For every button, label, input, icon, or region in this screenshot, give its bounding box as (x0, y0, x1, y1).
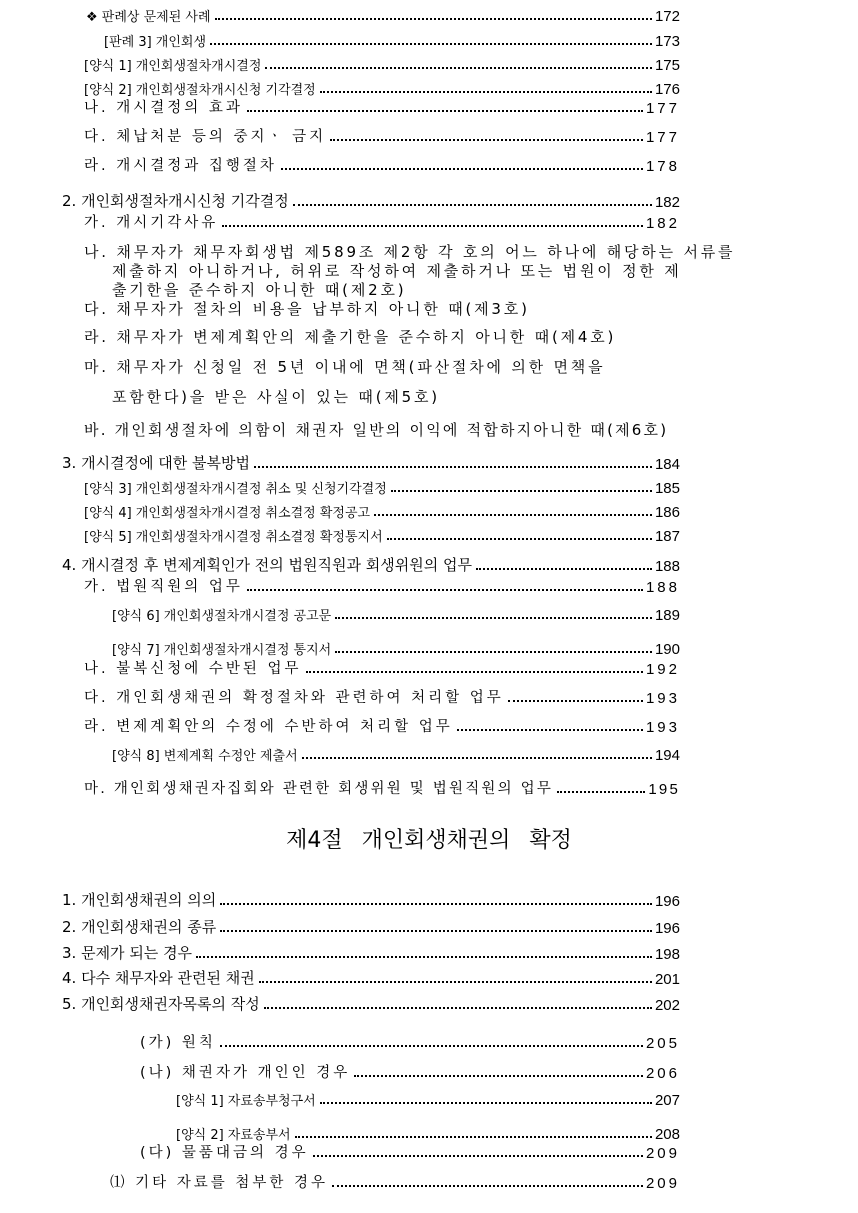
toc-entry[interactable] (84, 478, 680, 497)
toc-page: 193 (645, 719, 680, 736)
toc-page: 195 (648, 781, 680, 798)
toc-label: ❖ 판례상 문제된 사례 (86, 10, 211, 25)
leader-dots (210, 43, 652, 45)
toc-page: 177 (645, 129, 680, 146)
toc-entry[interactable] (112, 605, 680, 624)
toc-page: 196 (654, 920, 680, 937)
leader-dots (335, 651, 652, 653)
toc-entry[interactable] (112, 639, 680, 658)
toc-entry[interactable] (62, 993, 680, 1014)
toc-label: 3. 개시결정에 대한 불복방법 (62, 454, 251, 472)
leader-dots (281, 168, 643, 170)
toc-page: 172 (654, 8, 680, 25)
toc-entry[interactable] (84, 715, 680, 736)
toc-label: 4. 다수 채무자와 관련된 채권 (62, 969, 255, 987)
toc-label: [양식 3] 개인회생절차개시결정 취소 및 신청기각결정 (84, 482, 387, 497)
section-heading: 제4절 개인회생채권의 확정 (286, 828, 572, 853)
toc-page: 205 (645, 1035, 680, 1052)
leader-dots (508, 700, 643, 702)
toc-entry[interactable] (84, 154, 680, 175)
toc-label: [양식 5] 개인회생절차개시결정 취소결정 확정통지서 (84, 530, 383, 545)
leader-dots (313, 1155, 643, 1157)
toc-page: 182 (654, 194, 680, 211)
leader-dots (293, 204, 652, 206)
toc-label: [양식 4] 개인회생절차개시결정 취소결정 확정공고 (84, 506, 371, 521)
toc-entry[interactable] (62, 190, 680, 211)
toc-page: 202 (654, 997, 680, 1014)
paragraph-line: 바. 개인회생절차에 의함이 채권자 일반의 이익에 적합하지아니한 때(제6호) (84, 421, 669, 439)
toc-label: 라. 변제계획안의 수정에 수반하여 처리할 업무 (84, 719, 453, 735)
leader-dots (335, 617, 652, 619)
toc-entry[interactable] (62, 967, 680, 988)
toc-page: 209 (645, 1175, 680, 1192)
toc-label: [양식 6] 개인회생절차개시결정 공고문 (112, 609, 332, 624)
toc-page: 206 (645, 1065, 680, 1082)
toc-page: 185 (654, 480, 680, 497)
toc-label: 다. 체납처분 등의 중지ㆍ 금지 (84, 129, 327, 145)
toc-page: 194 (654, 747, 680, 764)
toc-entry[interactable] (84, 686, 680, 707)
toc-label: [양식 7] 개인회생절차개시결정 통지서 (112, 643, 332, 658)
leader-dots (215, 18, 652, 20)
leader-dots (196, 956, 652, 958)
leader-dots (374, 514, 652, 516)
toc-page: 189 (654, 607, 680, 624)
leader-dots (387, 538, 652, 540)
toc-label: 1. 개인회생채권의 의의 (62, 891, 217, 909)
toc-entry[interactable] (84, 125, 680, 146)
toc-label: 나. 개시결정의 효과 (84, 100, 243, 116)
toc-entry[interactable] (110, 1171, 680, 1192)
toc-page: 193 (645, 690, 680, 707)
leader-dots (247, 110, 643, 112)
toc-label: (가) 원칙 (140, 1035, 216, 1051)
toc-label: 4. 개시결정 후 변제계획인가 전의 법원직원과 회생위원의 업무 (62, 556, 472, 574)
leader-dots (354, 1075, 643, 1077)
leader-dots (476, 568, 652, 570)
toc-page: 188 (645, 579, 680, 596)
toc-entry[interactable] (176, 1090, 680, 1109)
toc-label: [판례 3] 개인회생 (104, 35, 207, 50)
leader-dots (295, 1136, 652, 1138)
leader-dots (302, 757, 652, 759)
paragraph-line: 라. 채무자가 변제계획안의 제출기한을 준수하지 아니한 때(제4호) (84, 328, 617, 346)
leader-dots (391, 490, 652, 492)
toc-entry[interactable] (62, 942, 680, 963)
toc-page: 175 (654, 57, 680, 74)
toc-page: 184 (654, 456, 680, 473)
paragraph-line: 나. 채무자가 채무자회생법 제589조 제2항 각 호의 어느 하나에 해당하는 서류를 (84, 243, 736, 261)
toc-page: 186 (654, 504, 680, 521)
toc-page: 207 (654, 1092, 680, 1109)
toc-entry[interactable] (104, 31, 680, 50)
toc-entry[interactable] (84, 55, 680, 74)
leader-dots (222, 225, 643, 227)
toc-label: 2. 개인회생절차개시신청 기각결정 (62, 192, 289, 210)
toc-entry[interactable] (84, 575, 680, 596)
leader-dots (332, 1185, 643, 1187)
toc-page: 178 (645, 158, 680, 175)
toc-entry[interactable] (84, 657, 680, 678)
toc-label: [양식 1] 자료송부청구서 (176, 1094, 316, 1109)
leader-dots (247, 589, 643, 591)
toc-entry[interactable] (84, 96, 680, 117)
toc-label: 가. 개시기각사유 (84, 215, 219, 231)
toc-page: 182 (645, 215, 680, 232)
toc-entry[interactable] (112, 745, 680, 764)
toc-entry[interactable] (84, 526, 680, 545)
toc-label: [양식 2] 개인회생절차개시신청 기각결정 (84, 83, 316, 98)
toc-page: 196 (654, 893, 680, 910)
toc-page: 188 (654, 558, 680, 575)
leader-dots (320, 91, 652, 93)
toc-entry[interactable] (140, 1061, 680, 1082)
toc-page: 176 (654, 81, 680, 98)
toc-entry[interactable] (84, 777, 680, 798)
leader-dots (220, 903, 652, 905)
leader-dots (259, 981, 652, 983)
toc-label: 마. 개인회생채권자집회와 관련한 회생위원 및 법원직원의 업무 (84, 781, 554, 797)
toc-label: 나. 불복신청에 수반된 업무 (84, 661, 302, 677)
toc-label: 라. 개시결정과 집행절차 (84, 158, 277, 174)
toc-entry[interactable] (62, 452, 680, 473)
toc-page: 177 (645, 100, 680, 117)
paragraph-line: 출기한을 준수하지 아니한 때(제2호) (112, 281, 407, 299)
leader-dots (265, 67, 652, 69)
paragraph-line: 다. 채무자가 절차의 비용을 납부하지 아니한 때(제3호) (84, 300, 530, 318)
toc-page: 209 (645, 1145, 680, 1162)
paragraph-line: 포함한다)을 받은 사실이 있는 때(제5호) (112, 388, 440, 406)
toc-label: 2. 개인회생채권의 종류 (62, 918, 217, 936)
leader-dots (220, 930, 652, 932)
toc-page: 187 (654, 528, 680, 545)
toc-label: ⑴ 기타 자료를 첨부한 경우 (110, 1175, 329, 1191)
leader-dots (220, 1045, 643, 1047)
toc-entry[interactable] (62, 554, 680, 575)
leader-dots (330, 139, 643, 141)
toc-page: 192 (645, 661, 680, 678)
toc-label: 다. 개인회생채권의 확정절차와 관련하여 처리할 업무 (84, 690, 504, 706)
toc-entry[interactable] (140, 1141, 680, 1162)
leader-dots (306, 671, 643, 673)
toc-label: [양식 8] 변제계획 수정안 제출서 (112, 749, 298, 764)
toc-label: [양식 2] 자료송부서 (176, 1128, 291, 1143)
paragraph-line: 마. 채무자가 신청일 전 5년 이내에 면책(파산절차에 의한 면책을 (84, 358, 606, 376)
toc-label: 5. 개인회생채권자목록의 작성 (62, 995, 260, 1013)
toc-entry[interactable] (84, 502, 680, 521)
toc-entry[interactable] (84, 211, 680, 232)
toc-label: 가. 법원직원의 업무 (84, 579, 243, 595)
toc-entry[interactable] (86, 6, 680, 25)
toc-page: 198 (654, 946, 680, 963)
toc-page: 173 (654, 33, 680, 50)
paragraph-line: 제출하지 아니하거나, 허위로 작성하여 제출하거나 또는 법원이 정한 제 (112, 262, 682, 280)
leader-dots (264, 1007, 652, 1009)
toc-label: 3. 문제가 되는 경우 (62, 944, 193, 962)
toc-label: [양식 1] 개인회생절차개시결정 (84, 59, 262, 74)
toc-label: (다) 물품대금의 경우 (140, 1145, 309, 1161)
toc-label: (나) 채권자가 개인인 경우 (140, 1065, 351, 1081)
toc-page: 190 (654, 641, 680, 658)
toc-page: 208 (654, 1126, 680, 1143)
leader-dots (557, 791, 645, 793)
toc-entry[interactable] (140, 1031, 680, 1052)
leader-dots (457, 729, 643, 731)
toc-page: 201 (654, 971, 680, 988)
leader-dots (320, 1102, 652, 1104)
leader-dots (254, 466, 652, 468)
toc-entry[interactable] (62, 916, 680, 937)
toc-entry[interactable] (62, 889, 680, 910)
